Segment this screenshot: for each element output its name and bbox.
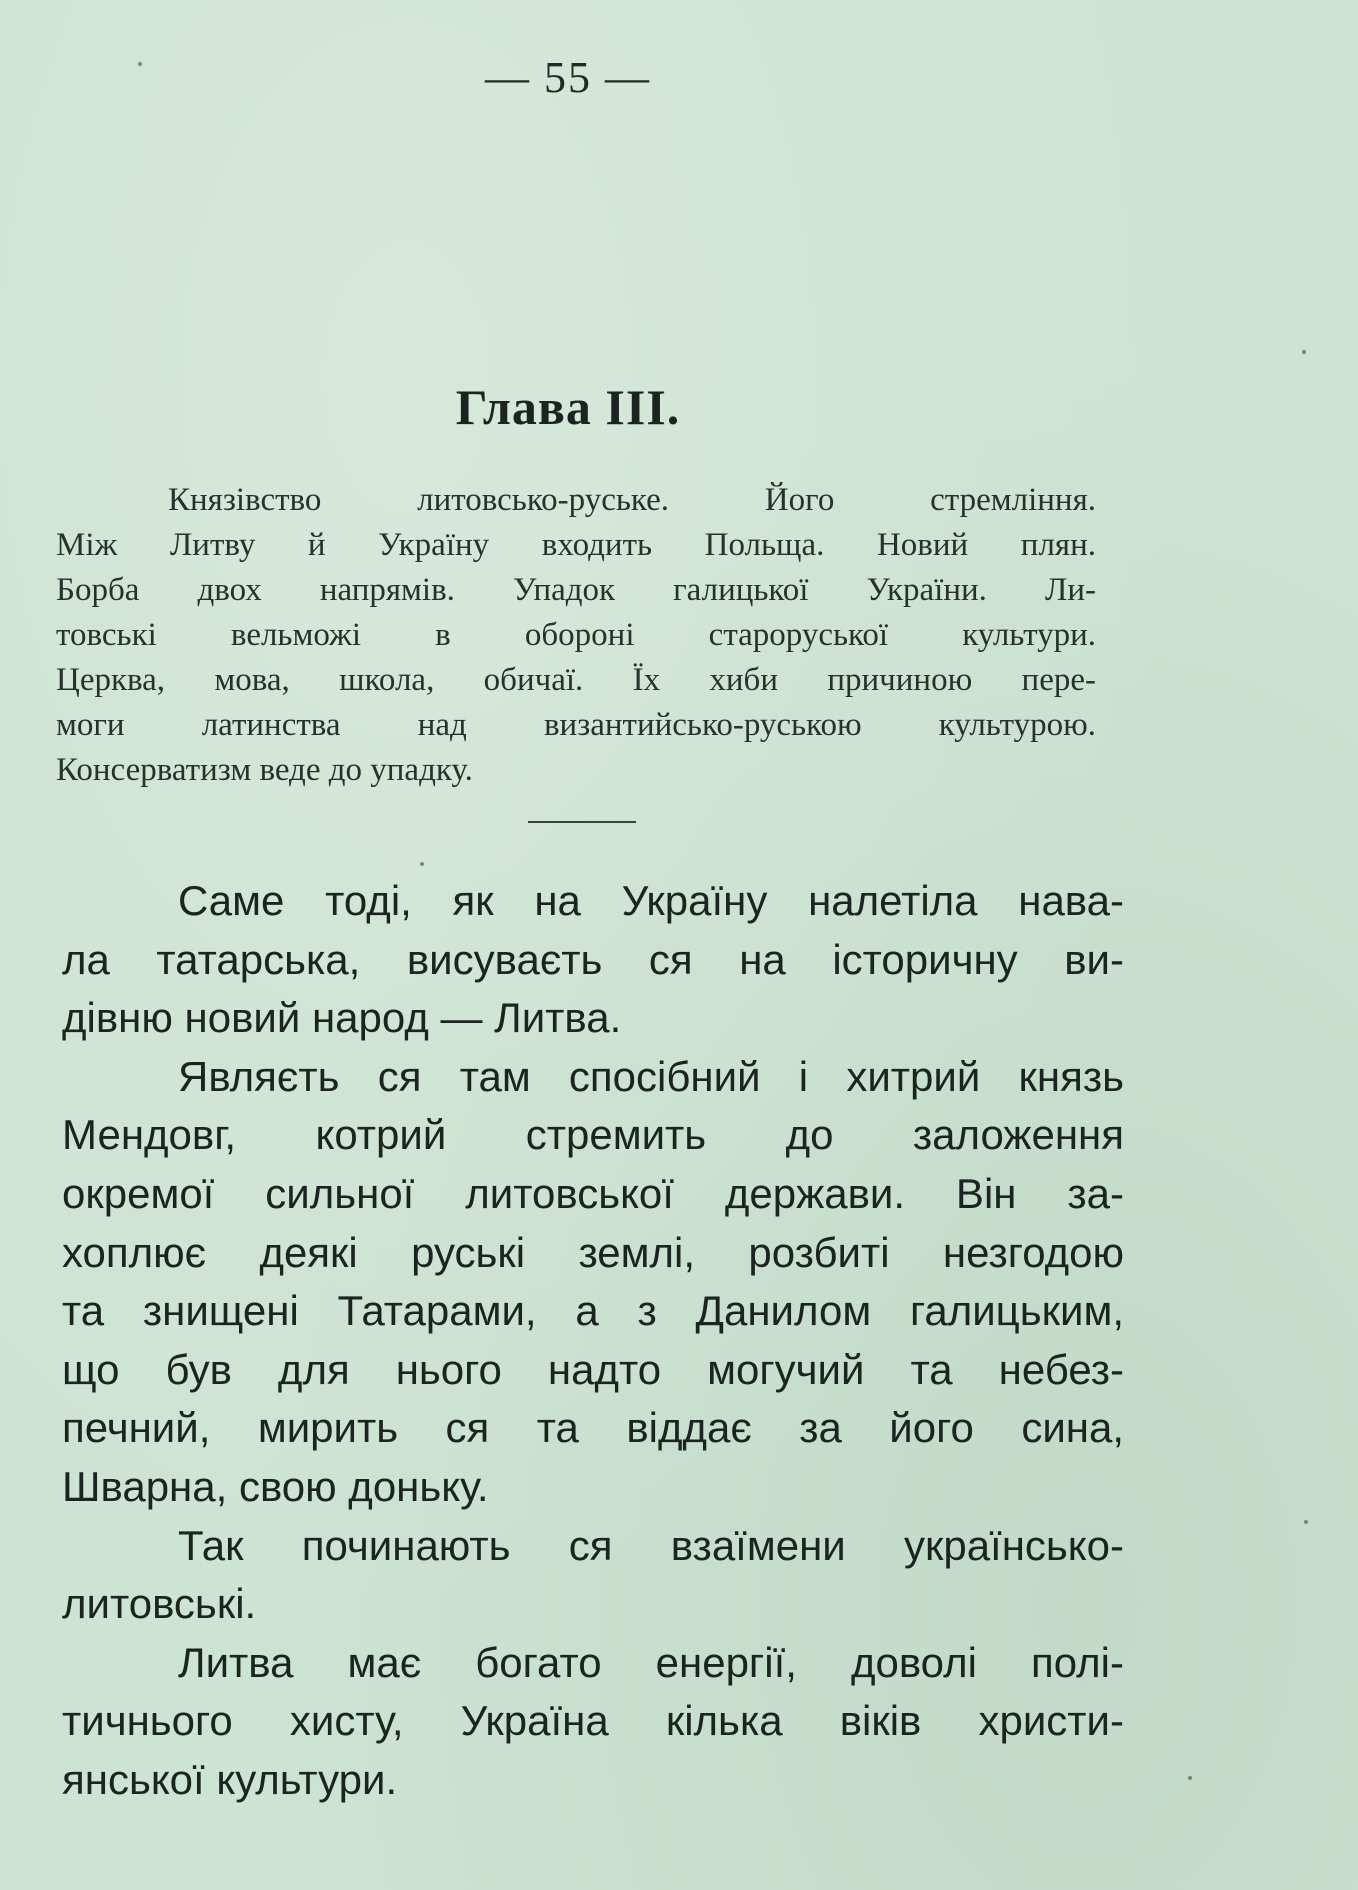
print-speck: [1188, 1776, 1192, 1780]
summary-line: Князівство литовсько-руське. Його стремління.: [168, 482, 1096, 518]
body-line: що був для нього надто могучий та небез-: [62, 1345, 1124, 1393]
summary-line: Церква, мова, школа, обичаї. Їх хиби причиною пере-: [56, 662, 1096, 698]
body-line: литовські.: [62, 1580, 257, 1628]
body-line: та знищені Татарами, а з Данилом галицьким,: [62, 1287, 1124, 1335]
body-line: Мендовг, котрий стремить до заложення: [62, 1111, 1124, 1159]
section-divider: [528, 821, 636, 823]
print-speck: [1302, 350, 1306, 354]
summary-line: Борба двох напрямів. Упадок галицької України. Ли-: [56, 572, 1096, 608]
page-number: — 55 —: [485, 53, 651, 102]
body-line: янської культури.: [62, 1755, 398, 1803]
body-line: Так починають ся взаїмени українсько-: [178, 1521, 1124, 1569]
body-line: печний, мирить ся та віддає за його сина,: [62, 1404, 1124, 1452]
print-speck: [138, 62, 142, 66]
chapter-summary: [56, 478, 1096, 793]
body-line: окремої сильної литовської держави. Він за-: [62, 1169, 1124, 1217]
summary-line: товські вельможі в обороні староруської культури.: [56, 617, 1096, 653]
body-line: хоплює деякі руські землі, розбиті незгодою: [62, 1228, 1124, 1276]
body-line: дівню новий народ — Литва.: [62, 994, 622, 1042]
body-line: Саме тоді, як на Україну налетіла нава-: [178, 877, 1124, 924]
body-line: тичнього хисту, Україна кілька віків христи-: [62, 1697, 1124, 1745]
summary-line: Між Литву й Україну входить Польща. Новий плян.: [56, 527, 1096, 563]
body-line: Шварна, свою доньку.: [62, 1462, 489, 1510]
body-line: ла татарська, висуваєть ся на історичну ви-: [62, 935, 1124, 983]
print-speck: [1304, 1520, 1308, 1524]
chapter-title: Глава III.: [455, 379, 681, 435]
summary-line: моги латинства над византийсько-руською культурою.: [56, 707, 1096, 743]
body-line: Являєть ся там спосібний і хитрий князь: [178, 1052, 1124, 1100]
summary-line: Консерватизм веде до упадку.: [56, 752, 473, 788]
body-text: [62, 872, 1124, 1810]
body-line: Литва має богато енергії, доволі полі-: [178, 1638, 1124, 1686]
print-speck: [420, 862, 424, 866]
